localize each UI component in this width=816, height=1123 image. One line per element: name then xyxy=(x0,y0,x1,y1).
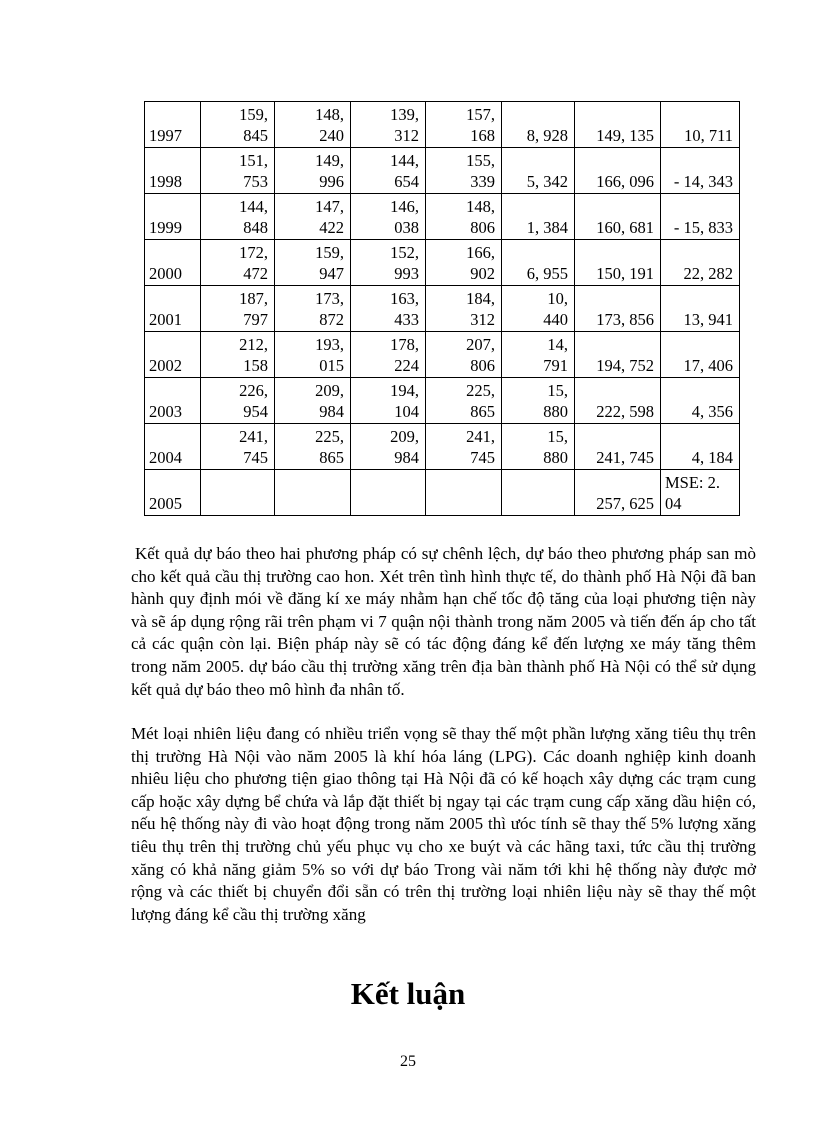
table-cell: 149, 996 xyxy=(275,148,351,194)
year-cell: 2001 xyxy=(145,286,201,332)
table-cell xyxy=(426,470,502,516)
table-cell: 172, 472 xyxy=(201,240,275,286)
table-cell xyxy=(351,470,426,516)
table-cell: 155, 339 xyxy=(426,148,502,194)
table-cell xyxy=(502,470,575,516)
table-cell: 14, 791 xyxy=(502,332,575,378)
year-cell: 1999 xyxy=(145,194,201,240)
year-cell: 2004 xyxy=(145,424,201,470)
table-cell: 194, 104 xyxy=(351,378,426,424)
table-cell: 184, 312 xyxy=(426,286,502,332)
table-row xyxy=(145,102,740,148)
forecast-table xyxy=(144,101,740,516)
table-cell: 1, 384 xyxy=(502,194,575,240)
table-cell: 166, 096 xyxy=(575,148,661,194)
table-cell: 225, 865 xyxy=(426,378,502,424)
page-number: 25 xyxy=(400,1053,416,1070)
table-cell: 147, 422 xyxy=(275,194,351,240)
table-cell: 10, 711 xyxy=(661,102,740,148)
table-cell: 241, 745 xyxy=(575,424,661,470)
year-cell: 2005 xyxy=(145,470,201,516)
year-cell: 1997 xyxy=(145,102,201,148)
table-cell: 225, 865 xyxy=(275,424,351,470)
table-row xyxy=(145,332,740,378)
table-cell: 241, 745 xyxy=(201,424,275,470)
table-cell: 173, 856 xyxy=(575,286,661,332)
table-cell: 17, 406 xyxy=(661,332,740,378)
table-cell: 152, 993 xyxy=(351,240,426,286)
table-cell xyxy=(275,470,351,516)
table-cell: 10, 440 xyxy=(502,286,575,332)
paragraph-lpg-outlook: Mét loại nhiên liệu đang có nhiều triển vọng sẽ thay thế một phần lượng xăng tiêu thụ trên thị trường Hà Nội vào năm 2005 là khí hóa láng (LPG). Các doanh nghiệp kinh doanh nhiêu liệu cho phương tiện giao thông tại Hà Nội đã có kế hoạch xây dựng các trạm cung cấp hoặc xây dựng bể chứa và lắp đặt thiết bị ngay tại các trạm cung cấp xăng dầu hiện có, nếu hệ thống này đi vào hoạt động trong năm 2005 thì ưóc tính sẽ thay thế 5% lượng xăng tiêu thụ trên thị trường chủ yếu phục vụ cho xe buýt và các hãng taxi, tức cầu thị trường xăng có khả năng giảm 5% so với dự báo Trong vài năm tới khi hệ thống này được mở rộng và các thiết bị chuyển đổi sẵn có trên thị trường loại nhiên liệu này sẽ thay thế một lượng đáng kể cầu thị trường xăng xyxy=(131,724,756,924)
table-cell: 222, 598 xyxy=(575,378,661,424)
table-cell: 151, 753 xyxy=(201,148,275,194)
table-cell: 22, 282 xyxy=(661,240,740,286)
table-cell: 163, 433 xyxy=(351,286,426,332)
table-cell: 6, 955 xyxy=(502,240,575,286)
table-cell: 5, 342 xyxy=(502,148,575,194)
table-cell: 160, 681 xyxy=(575,194,661,240)
table-cell: 166, 902 xyxy=(426,240,502,286)
table-row xyxy=(145,378,740,424)
year-cell: 2002 xyxy=(145,332,201,378)
table-cell: 139, 312 xyxy=(351,102,426,148)
table-cell: 15, 880 xyxy=(502,424,575,470)
table-cell xyxy=(201,470,275,516)
table-cell: 178, 224 xyxy=(351,332,426,378)
table-cell: MSE: 2. 04 xyxy=(661,470,740,516)
table-cell: 193, 015 xyxy=(275,332,351,378)
paragraph-forecast-comparison: Kết quả dự báo theo hai phương pháp có sự chênh lệch, dự báo theo phương pháp san mò cho kết quả cầu thị trường cao hon. Xét trên tình hình thực tế, do thành phố Hà Nội đã ban hành quy định mói về đăng kí xe máy nhằm hạn chế tốc độ tăng của loại phương tiện này và sẽ áp dụng rộng rãi trên phạm vi 7 quận nội thành trong năm 2005 và tiến đến áp cho tất cả các quận còn lại. Biện pháp này sẽ có tác động đáng kể đến lượng xe máy tăng thêm trong năm 2005. dự báo cầu thị trường xăng trên địa bàn thành phố Hà Nội có thể sử dụng kết quả dự báo theo mô hình đa nhân tố. xyxy=(131,544,756,699)
table-cell: 148, 240 xyxy=(275,102,351,148)
table-cell: 144, 654 xyxy=(351,148,426,194)
table-cell: 187, 797 xyxy=(201,286,275,332)
table-cell: 144, 848 xyxy=(201,194,275,240)
table-row xyxy=(145,470,740,516)
table-cell: 226, 954 xyxy=(201,378,275,424)
table-cell: 173, 872 xyxy=(275,286,351,332)
table-cell: 4, 184 xyxy=(661,424,740,470)
section-heading-conclusion: Kết luận xyxy=(350,976,466,1011)
table-row xyxy=(145,240,740,286)
table-cell: 148, 806 xyxy=(426,194,502,240)
table-cell: 4, 356 xyxy=(661,378,740,424)
table-cell: - 14, 343 xyxy=(661,148,740,194)
table-cell: 212, 158 xyxy=(201,332,275,378)
table-cell: 159, 845 xyxy=(201,102,275,148)
table-row xyxy=(145,286,740,332)
table-cell: 194, 752 xyxy=(575,332,661,378)
table-cell: 157, 168 xyxy=(426,102,502,148)
table-cell: 150, 191 xyxy=(575,240,661,286)
year-cell: 2003 xyxy=(145,378,201,424)
table-row xyxy=(145,148,740,194)
table-cell: 159, 947 xyxy=(275,240,351,286)
table-cell: 146, 038 xyxy=(351,194,426,240)
table-cell: 13, 941 xyxy=(661,286,740,332)
table-cell: 241, 745 xyxy=(426,424,502,470)
year-cell: 2000 xyxy=(145,240,201,286)
table-cell: 209, 984 xyxy=(351,424,426,470)
table-cell: 209, 984 xyxy=(275,378,351,424)
table-cell: 15, 880 xyxy=(502,378,575,424)
table-cell: 149, 135 xyxy=(575,102,661,148)
table-cell: - 15, 833 xyxy=(661,194,740,240)
table-cell: 8, 928 xyxy=(502,102,575,148)
year-cell: 1998 xyxy=(145,148,201,194)
table-row xyxy=(145,424,740,470)
table-row xyxy=(145,194,740,240)
table-cell: 257, 625 xyxy=(575,470,661,516)
table-cell: 207, 806 xyxy=(426,332,502,378)
